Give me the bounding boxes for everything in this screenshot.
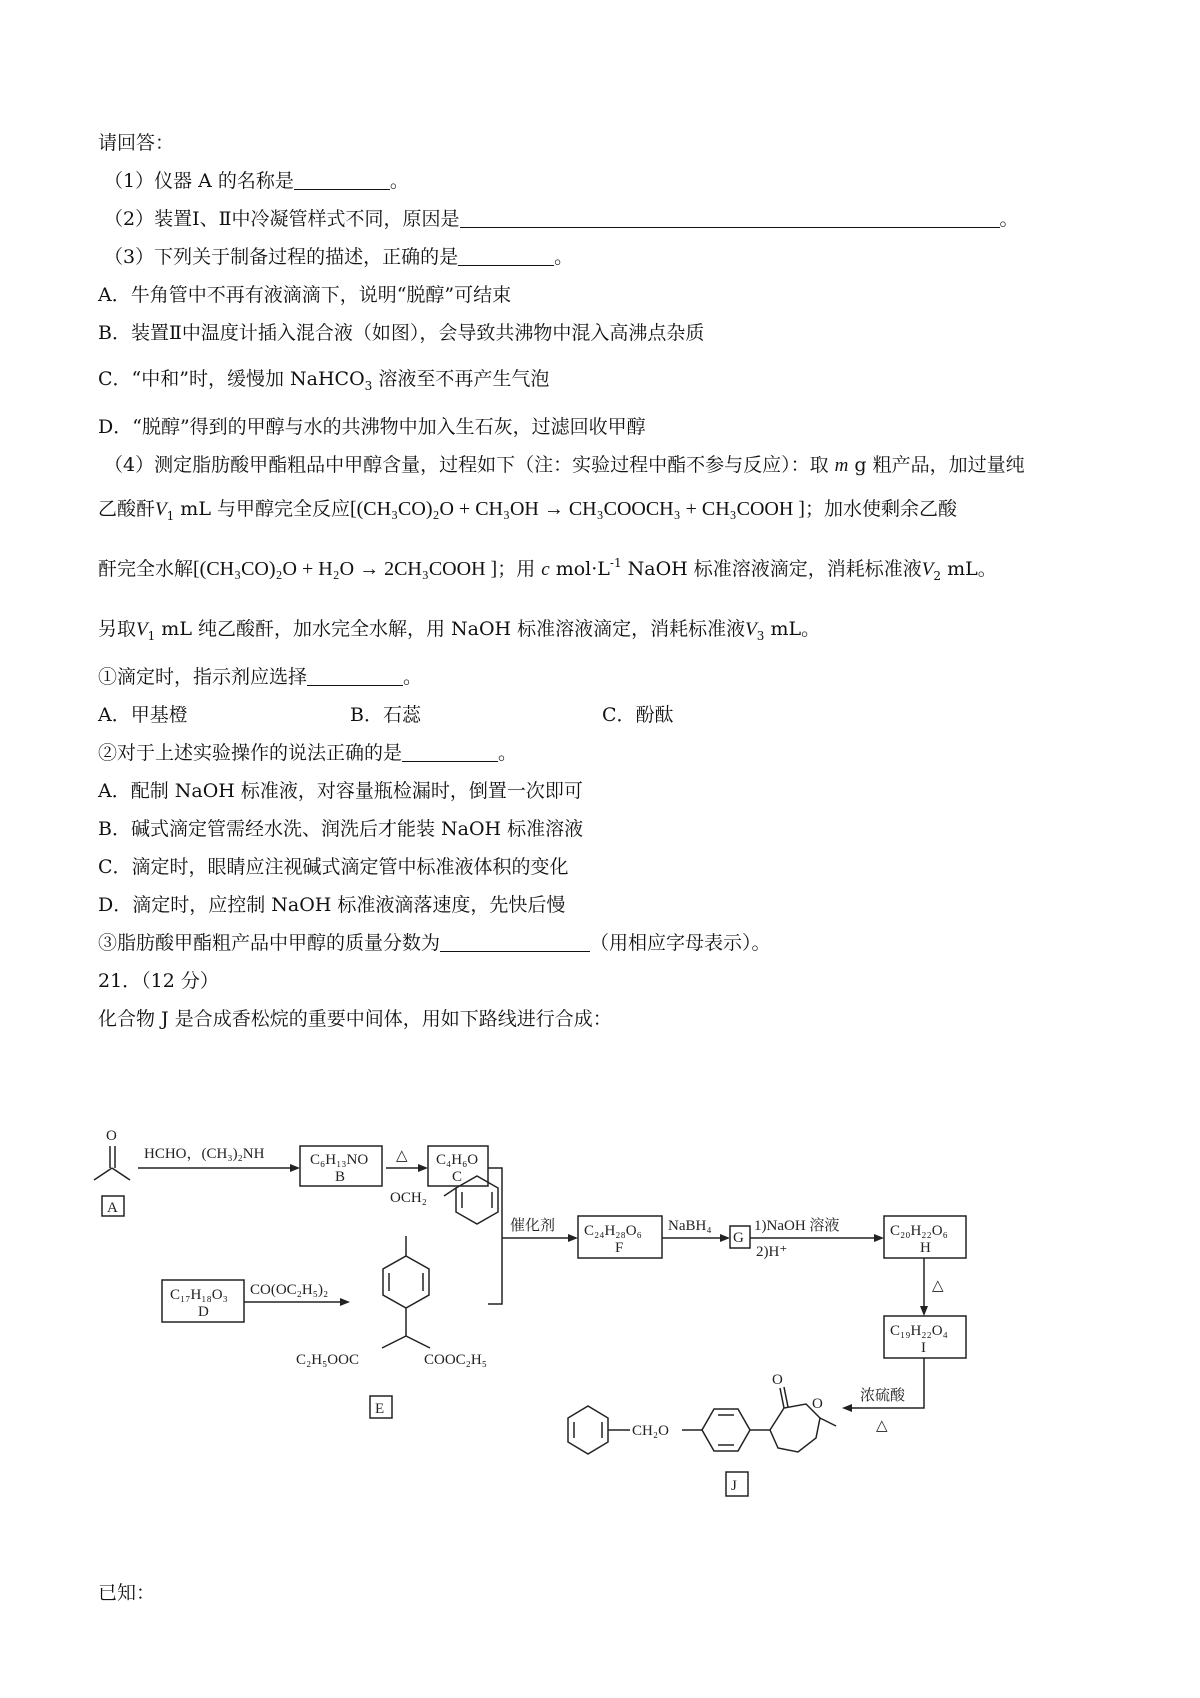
- arrowhead: [874, 1234, 884, 1242]
- heat-symbol: △: [932, 1278, 944, 1294]
- s1-option-c: C．酚酞: [602, 704, 674, 726]
- arrowhead: [418, 1164, 428, 1172]
- reagent-label: HCHO，(CH₃)₂NH: [144, 1146, 265, 1162]
- question-4-line1: （4）测定脂肪酸甲酯粗品中甲醇含量，过程如下（注：实验过程中酯不参与反应）：取 m g 粗产品，加过量纯: [104, 454, 1025, 476]
- question-4-line4: 另取$V_1$ mL 纯乙酸酐，加水完全水解，用 NaOH 标准溶液滴定，消耗标准液$V_3$ mL。: [98, 618, 821, 643]
- benzene-ring-e: [383, 1256, 429, 1308]
- arrowhead: [568, 1234, 578, 1242]
- formula-b: C₆H₁₃NO: [310, 1152, 369, 1168]
- formula-f: C₂₄H₂₈O₆: [584, 1223, 642, 1239]
- subquestion-1: ①滴定时，指示剂应选择 。: [98, 666, 423, 688]
- formula-h: C₂₀H₂₂O₆: [890, 1223, 948, 1239]
- group-label: CH₂O: [632, 1423, 669, 1439]
- arrowhead: [720, 1234, 730, 1242]
- compound-label-h: H: [920, 1240, 931, 1256]
- compound-label-b: B: [335, 1169, 346, 1185]
- answer-blank[interactable]: [402, 741, 498, 762]
- bond: [444, 1188, 456, 1196]
- heat-symbol: △: [876, 1418, 888, 1434]
- bond: [820, 1418, 836, 1426]
- compound-label-g: G: [733, 1230, 744, 1246]
- equation-hydrolysis: [(CH₃CO)₂O + H₂O → 2CH₃COOH ]: [193, 558, 498, 580]
- s1-option-a: A．甲基橙: [98, 704, 188, 726]
- compound-label-f: F: [615, 1240, 624, 1256]
- heat-symbol: △: [396, 1148, 408, 1164]
- question-2: （2）装置Ⅰ、Ⅱ中冷凝管样式不同，原因是 。: [104, 208, 1019, 230]
- compound-label-c: C: [452, 1169, 463, 1185]
- equation-esterification: [(CH₃CO)₂O + CH₃OH → CH₃COOCH₃ + CH₃COOH ]: [349, 498, 805, 520]
- question-4-line3: 酐完全水解[(CH₃CO)₂O + H₂O → 2CH₃COOH ]；用 c $mol\cdot L^{-1}$ NaOH 标准溶液滴定，消耗标准液$V_2$ mL。: [98, 556, 997, 583]
- question-1: （1）仪器 A 的名称是 。: [104, 170, 409, 192]
- q3-option-c: C．“中和”时，缓慢加 NaHCO$_3$ 溶液至不再产生气泡: [98, 368, 550, 393]
- compound-label-e: E: [375, 1401, 385, 1417]
- answer-blank[interactable]: [294, 169, 390, 190]
- reagent-label: 1)NaOH 溶液: [754, 1218, 840, 1234]
- bond: [784, 1387, 788, 1407]
- merge-bracket: [488, 1168, 502, 1304]
- arrowhead: [290, 1164, 300, 1172]
- arrowhead: [842, 1404, 852, 1412]
- formula-i: C₁₉H₂₂O₄: [890, 1323, 948, 1339]
- s1-options: [98, 702, 674, 728]
- s2-option-c: C．滴定时，眼睛应注视碱式滴定管中标准液体积的变化: [98, 856, 569, 878]
- compound-label-j: J: [731, 1478, 737, 1494]
- s2-option-d: D．滴定时，应控制 NaOH 标准液滴落速度，先快后慢: [98, 894, 566, 916]
- atom-label: O: [812, 1396, 823, 1412]
- group-label: COOC₂H₅: [424, 1352, 487, 1368]
- formula-d: C₁₇H₁₈O₃: [170, 1287, 228, 1303]
- question-4-line2: 乙酸酐$V_1$ mL 与甲醇完全反应[(CH₃CO)₂O + CH₃OH → CH₃COOCH₃ + CH₃COOH ]；加水使剩余乙酸: [98, 498, 957, 523]
- answer-blank[interactable]: [307, 665, 403, 686]
- arrowhead: [920, 1306, 928, 1316]
- s2-option-a: A．配制 NaOH 标准液，对容量瓶检漏时，倒置一次即可: [98, 780, 583, 802]
- answer-blank[interactable]: [458, 245, 554, 266]
- q3-option-d: D．“脱醇”得到的甲醇与水的共沸物中加入生石灰，过滤回收甲醇: [98, 416, 646, 438]
- q3-option-a: A．牛角管中不再有液滴滴下，说明“脱醇”可结束: [98, 284, 512, 306]
- compound-label-d: D: [198, 1304, 209, 1320]
- intro-text: 请回答：: [98, 132, 175, 154]
- bond: [94, 1168, 112, 1180]
- atom-label: O: [772, 1372, 783, 1388]
- question-21-desc: 化合物 J 是合成香松烷的重要中间体，用如下路线进行合成：: [98, 1008, 612, 1030]
- answer-blank[interactable]: [440, 931, 590, 952]
- reagent-label: 浓硫酸: [860, 1388, 906, 1404]
- bond: [382, 1336, 406, 1348]
- answer-blank[interactable]: [460, 207, 1000, 228]
- reagent-label: CO(OC₂H₅)₂: [250, 1282, 329, 1298]
- group-label: C₂H₅OOC: [296, 1352, 359, 1368]
- q3-option-b: B．装置Ⅱ中温度计插入混合液（如图），会导致共沸物中混入高沸点杂质: [98, 322, 705, 344]
- reagent-label: NaBH₄: [668, 1218, 712, 1234]
- question-3: （3）下列关于制备过程的描述，正确的是 。: [104, 246, 574, 268]
- subquestion-2: ②对于上述实验操作的说法正确的是 。: [98, 742, 518, 764]
- question-21-title: 21．（12 分）: [98, 970, 219, 992]
- reagent-label: 催化剂: [510, 1218, 556, 1234]
- subquestion-3: ③脂肪酸甲酯粗产品中甲醇的质量分数为 （用相应字母表示）。: [98, 932, 771, 954]
- label-box-j: [726, 1472, 748, 1496]
- known-label: 已知：: [98, 1582, 156, 1604]
- reagent-label: 2)H⁺: [756, 1244, 788, 1260]
- bond: [406, 1336, 430, 1348]
- atom-label: O: [106, 1128, 117, 1144]
- compound-label-i: I: [921, 1340, 926, 1356]
- s2-option-b: B．碱式滴定管需经水洗、润洗后才能装 NaOH 标准溶液: [98, 818, 584, 840]
- bond: [112, 1168, 130, 1180]
- bond: [780, 1388, 784, 1408]
- synthesis-scheme: [90, 1118, 1150, 1510]
- formula-c: C₄H₆O: [436, 1152, 479, 1168]
- group-label: OCH₂: [390, 1190, 427, 1206]
- arrowhead: [340, 1298, 350, 1306]
- compound-label-a: A: [107, 1200, 118, 1216]
- s1-option-b: B．石蕊: [350, 704, 421, 726]
